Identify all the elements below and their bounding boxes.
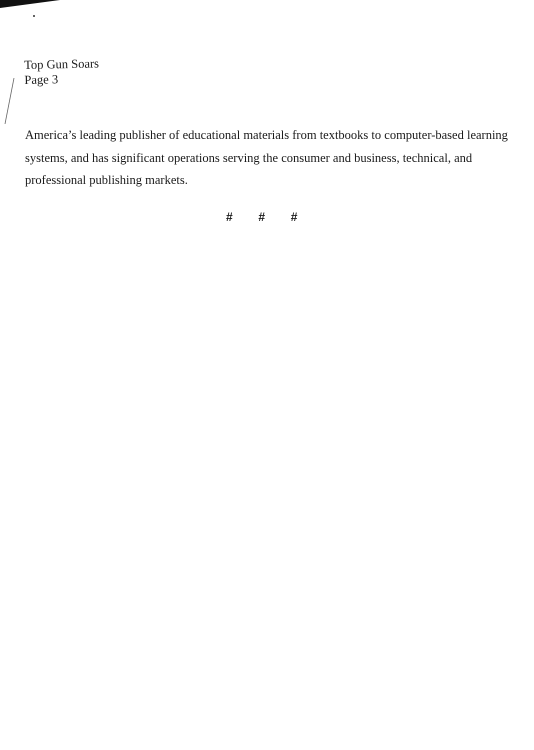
end-mark: # — [290, 210, 298, 224]
scan-artifact-corner — [0, 0, 60, 22]
header-title: Top Gun Soars — [24, 56, 100, 72]
page-header — [24, 56, 99, 88]
body-line: systems, and has significant operations serving the consumer and business, technical, and — [25, 150, 473, 165]
end-mark: # — [258, 210, 266, 224]
end-mark: # — [226, 210, 233, 224]
body-line: America’s leading publisher of educational materials from textbooks to computer-based learning — [25, 128, 508, 142]
body-line: professional publishing markets. — [25, 173, 188, 187]
body-paragraph — [25, 124, 515, 192]
scan-speck — [33, 15, 35, 17]
end-of-release-marks — [226, 210, 320, 224]
header-page-number: Page 3 — [24, 72, 59, 87]
scan-artifact-left-line — [4, 78, 16, 124]
